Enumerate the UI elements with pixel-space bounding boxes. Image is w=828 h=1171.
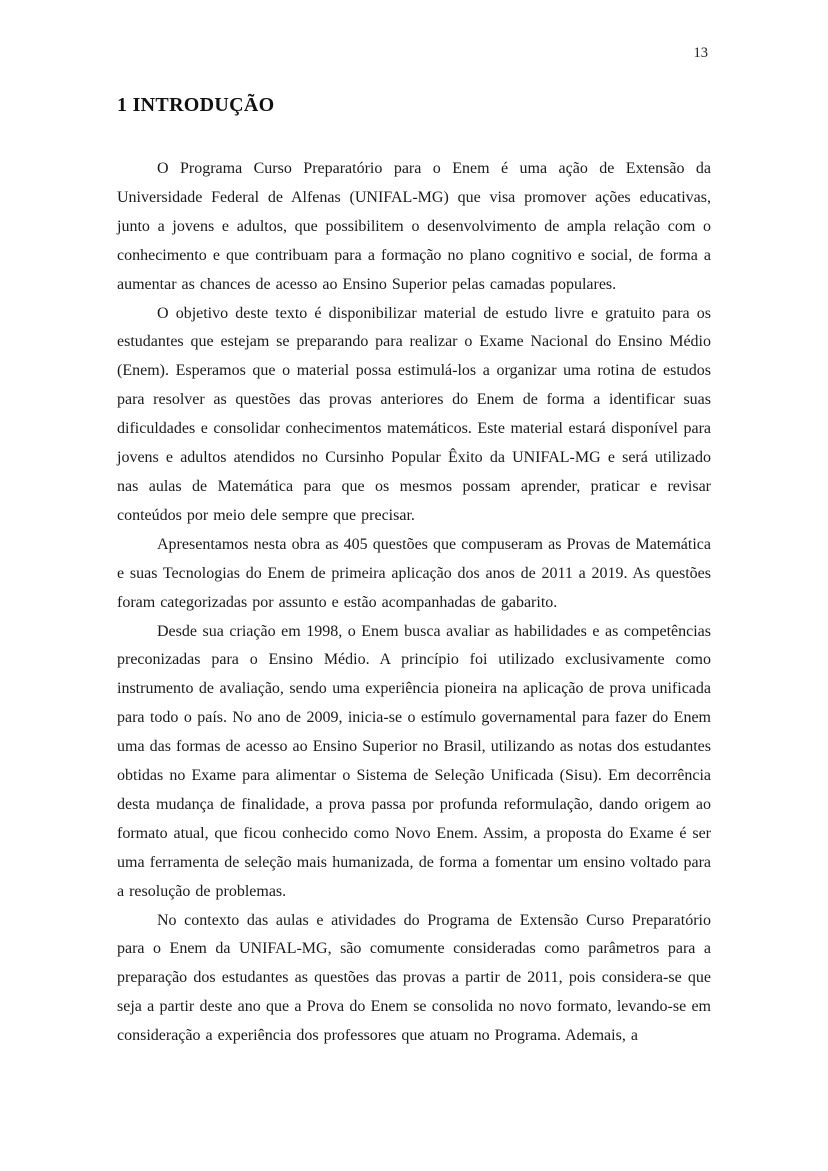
paragraph: Desde sua criação em 1998, o Enem busca avaliar as habilidades e as competências preconizadas para o Ensino Médio. A princípio foi utilizado exclusivamente como instrumento de avaliação, sendo uma experiência pioneira na aplicação de prova unificada para todo o país. No ano de 2009, inicia-se o estímulo governamental para fazer do Enem uma das formas de acesso ao Ensino Superior no Brasil, utilizando as notas dos estudantes obtidas no Exame para alimentar o Sistema de Seleção Unificada (Sisu). Em decorrência desta mudança de finalidade, a prova passa por profunda reformulação, dando origem ao formato atual, que ficou conhecido como Novo Enem. Assim, a proposta do Exame é ser uma ferramenta de seleção mais humanizada, de forma a fomentar um ensino voltado para a resolução de problemas. [117, 622, 711, 900]
paragraph: O Programa Curso Preparatório para o Enem é uma ação de Extensão da Universidade Federal de Alfenas (UNIFAL-MG) que visa promover ações educativas, junto a jovens e adultos, que possibilitem o desenvolvimento de ampla relação com o conhecimento e que contribuam para a formação no plano cognitivo e social, de forma a aumentar as chances de acesso ao Ensino Superior pelas camadas populares. [117, 160, 711, 293]
section-heading: 1 INTRODUÇÃO [117, 94, 275, 116]
paragraph: O objetivo deste texto é disponibilizar material de estudo livre e gratuito para os estudantes que estejam se preparando para realizar o Exame Nacional do Ensino Médio (Enem). Esperamos que o material possa estimulá-los a organizar uma rotina de estudos para resolver as questões das provas anteriores do Enem de forma a identificar suas dificuldades e consolidar conhecimentos matemáticos. Este material estará disponível para jovens e adultos atendidos no Cursinho Popular Êxito da UNIFAL-MG e será utilizado nas aulas de Matemática para que os mesmos possam aprender, praticar e revisar conteúdos por meio dele sempre que precisar. [117, 304, 711, 524]
paragraph: No contexto das aulas e atividades do Programa de Extensão Curso Preparatório para o Enem da UNIFAL-MG, são comumente consideradas como parâmetros para a preparação dos estudantes as questões das provas a partir de 2011, pois considera-se que seja a partir deste ano que a Prova do Enem se consolida no novo formato, levando-se em consideração a experiência dos professores que atuam no Programa. Ademais, a [117, 911, 711, 1045]
paragraph: Apresentamos nesta obra as 405 questões que compuseram as Provas de Matemática e suas Tecnologias do Enem de primeira aplicação dos anos de 2011 a 2019. As questões foram categorizadas por assunto e estão acompanhadas de gabarito. [117, 535, 711, 611]
body-text [117, 155, 711, 1051]
page-number: 13 [693, 45, 708, 61]
